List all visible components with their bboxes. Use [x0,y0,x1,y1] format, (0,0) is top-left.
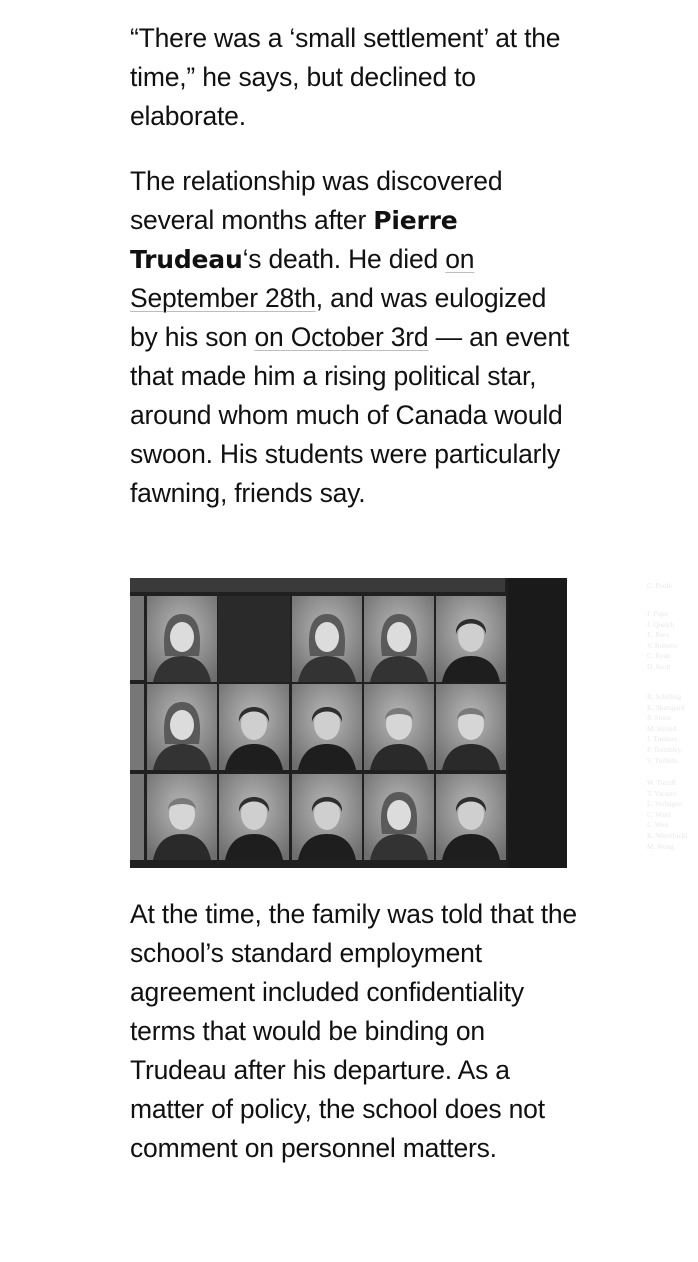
text-segment: — an event that made him a rising political star, around whom much of Canada would swoon. His students were particularly fawning, friends say. [130,322,570,508]
yearbook-name-list [638,578,698,868]
yearbook-portraits [130,578,567,868]
link-september-28th[interactable]: on September 28th [130,244,475,313]
name-label: J.. Rees [647,631,670,640]
name-label: S. Stone [647,714,671,723]
name-label: D. Scott [647,662,671,671]
name-label: M. Wong [647,842,674,851]
pierre-trudeau-bold: Pierre Trudeau [130,206,458,274]
paragraph-confidentiality: At the time, the family was told that the school’s standard employment agreement included confidentiality terms that would be binding on Trudeau after his departure. As a matter of policy, the school does not comment on personnel matters. [130,899,577,1163]
name-label: J. Quelch [647,620,675,629]
name-group-4 [647,778,687,852]
name-label: J. Trudeau [647,735,677,744]
name-label: S. Turbide [647,756,677,765]
text-segment: The relationship was discovered several months after [130,166,503,235]
name-label: C. Ryan [647,652,671,661]
paragraph-relationship [130,162,580,513]
name-label: J. Pope [647,610,668,618]
name-label: R. Schilling [647,693,682,701]
name-label: T. Vacarro [647,789,677,798]
link-october-3rd[interactable]: on October 3rd [254,322,429,352]
name-group-1 [647,581,672,592]
name-label: W. Turriff [647,779,676,787]
name-label: M. Stroud [647,724,677,733]
name-label: K. Skarsgard [647,703,685,712]
name-group-3 [647,692,685,766]
name-label: L. Verhagen [647,800,682,809]
name-label: L. Weir [647,821,669,830]
name-label: K. Wierzbicki [647,831,688,840]
text-segment: ‘s death. He died [242,244,446,274]
name-label: P. Trembley [647,745,682,754]
text-segment: , and was eulogized by his son [130,283,547,352]
empty-portrait [218,596,290,682]
paragraph-settlement: “There was a ‘small settlement’ at the time,” he says, but declined to elaborate. [130,23,561,131]
name-label: C. Poole [647,582,672,590]
name-label: C. Ward [647,810,671,819]
yearbook-photo [130,578,688,868]
name-label: V. Roberts [647,641,678,650]
name-group-2 [647,609,677,673]
